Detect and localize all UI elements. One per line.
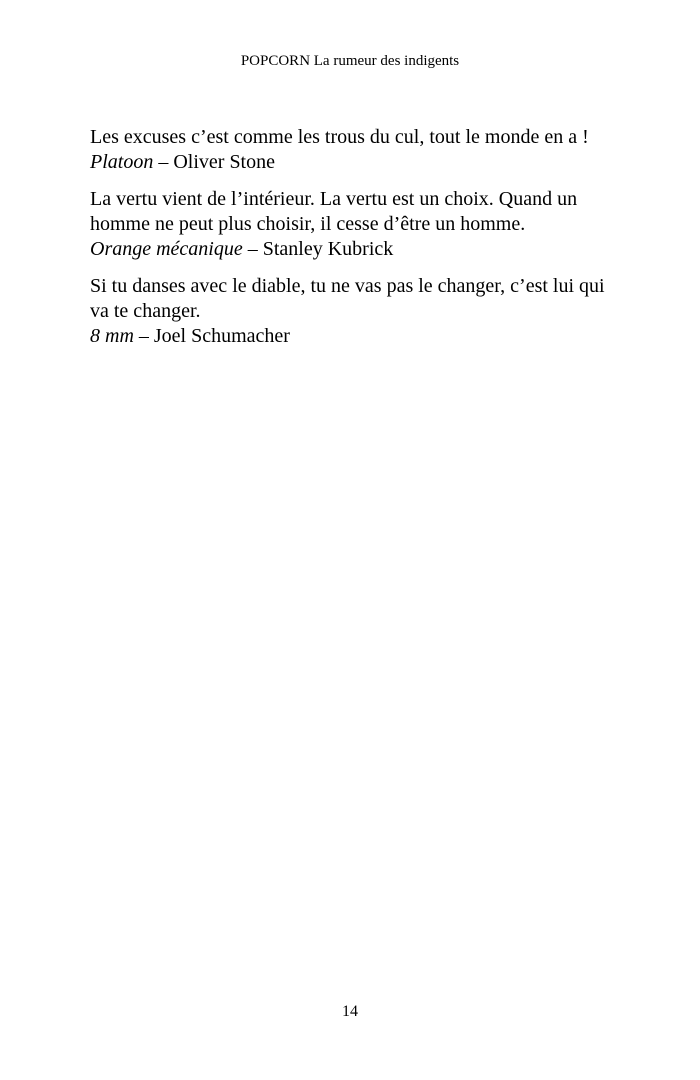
attribution-separator: – xyxy=(242,238,263,260)
director-name: Oliver Stone xyxy=(173,151,275,173)
quote-attribution xyxy=(90,237,610,262)
quote-text: La vertu vient de l’intérieur. La vertu est un choix. Quand un homme ne peut plus choisir, il cesse d’être un homme. xyxy=(90,188,578,235)
quotes-list xyxy=(90,125,610,361)
quote-attribution xyxy=(90,324,610,349)
film-title: 8 mm xyxy=(90,325,134,347)
quote-item xyxy=(90,187,610,262)
film-title: Platoon xyxy=(90,151,154,173)
quote-item xyxy=(90,125,610,175)
attribution-separator: – xyxy=(153,151,174,173)
film-title: Orange mécanique xyxy=(90,238,243,260)
quote-text: Si tu danses avec le diable, tu ne vas pas le changer, c’est lui qui va te changer. xyxy=(90,275,605,322)
page-number: 14 xyxy=(342,1003,358,1020)
running-header: POPCORN La rumeur des indigents xyxy=(240,53,460,69)
director-name: Joel Schumacher xyxy=(153,325,290,347)
quote-text: Les excuses c’est comme les trous du cul, tout le monde en a ! xyxy=(90,126,589,148)
director-name: Stanley Kubrick xyxy=(262,238,394,260)
attribution-separator: – xyxy=(133,325,154,347)
quote-attribution xyxy=(90,150,610,175)
quote-item xyxy=(90,274,610,349)
